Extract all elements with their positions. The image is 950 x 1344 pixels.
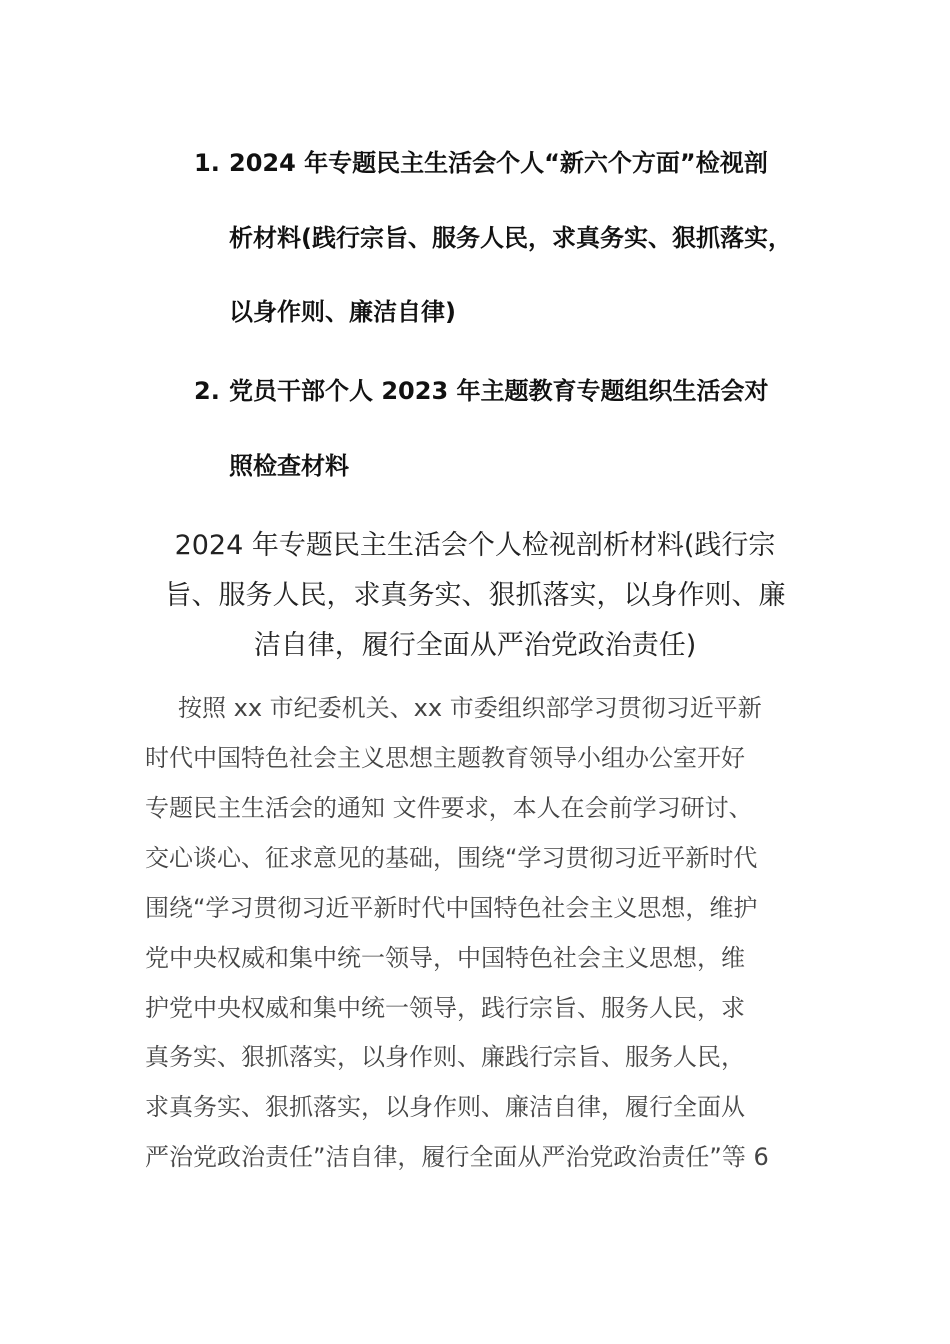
article-title-line: 洁自律，履行全面从严治党政治责任) — [253, 630, 697, 661]
toc-item-text: 照检查材料 — [229, 452, 349, 480]
toc-item-text: 党员干部个人 2023 年主题教育专题组织生活会对 — [229, 377, 769, 405]
body-line: 时代中国特色社会主义思想主题教育领导小组办公室开好 — [145, 744, 745, 772]
article-title-line: 旨、服务人民，求真务实、狠抓落实，以身作则、廉 — [164, 580, 786, 611]
body-line: 按照 xx 市纪委机关、xx 市委组织部学习贯彻习近平新 — [178, 694, 762, 722]
toc-item-number: 1. — [194, 149, 220, 177]
body-line: 真务实、狠抓落实，以身作则、廉践行宗旨、服务人民， — [145, 1043, 745, 1071]
toc-item-number: 2. — [194, 377, 220, 405]
article-title-line: 2024 年专题民主生活会个人检视剖析材料(践行宗 — [174, 530, 776, 561]
body-line: 党中央权威和集中统一领导，中国特色社会主义思想，维 — [145, 944, 745, 972]
body-line: 交心谈心、征求意见的基础，围绕“学习贯彻习近平新时代 — [145, 844, 758, 872]
toc-item-text: 析材料(践行宗旨、服务人民，求真务实、狠抓落实， — [229, 224, 792, 252]
body-line: 围绕“学习贯彻习近平新时代中国特色社会主义思想，维护 — [145, 894, 758, 922]
toc-item-text: 以身作则、廉洁自律) — [229, 298, 456, 326]
body-line: 严治党政治责任”洁自律，履行全面从严治党政治责任”等 6 — [145, 1143, 769, 1171]
body-line: 专题民主生活会的通知 文件要求，本人在会前学习研讨、 — [145, 794, 753, 822]
body-line: 求真务实、狠抓落实，以身作则、廉洁自律，履行全面从 — [145, 1093, 745, 1121]
toc-item-text: 2024 年专题民主生活会个人“新六个方面”检视剖 — [229, 149, 768, 177]
body-line: 护党中央权威和集中统一领导，践行宗旨、服务人民，求 — [145, 994, 745, 1022]
